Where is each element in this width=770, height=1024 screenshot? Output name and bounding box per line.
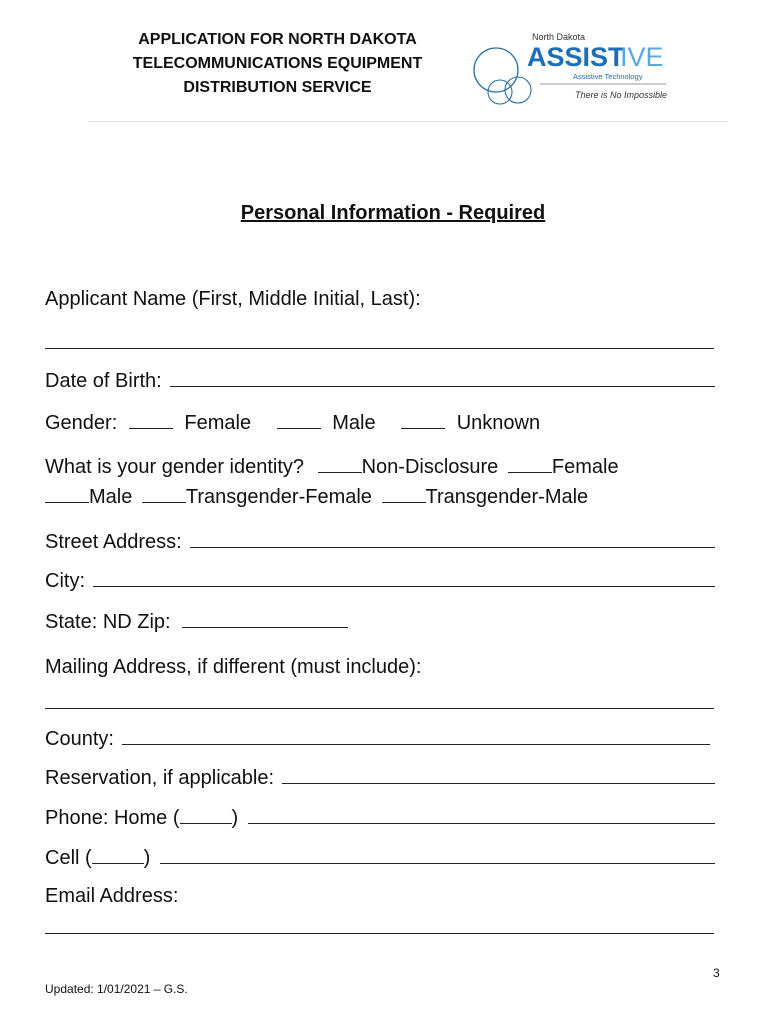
gender-row — [45, 410, 715, 435]
assistive-logo — [470, 28, 680, 108]
applicant-name-label: Applicant Name (First, Middle Initial, Last): — [45, 288, 421, 310]
gender-identity-female-blank[interactable] — [508, 454, 552, 473]
city-label: City: — [45, 570, 85, 592]
mailing-address-field[interactable] — [45, 708, 714, 709]
logo-brand-bold: ASSIST — [527, 42, 625, 72]
logo-top-text: North Dakota — [532, 32, 586, 42]
county-field[interactable] — [122, 726, 710, 745]
date-of-birth-row — [45, 368, 715, 393]
date-of-birth-field[interactable] — [170, 368, 715, 387]
header-divider — [88, 121, 728, 122]
form-title-line: DISTRIBUTION SERVICE — [183, 79, 372, 96]
zip-field[interactable] — [182, 609, 348, 628]
phone-home-label: Phone: Home ( — [45, 807, 180, 829]
city-field[interactable] — [93, 568, 715, 587]
page-number: 3 — [713, 966, 720, 980]
updated-note: Updated: 1/01/2021 – G.S. — [45, 982, 188, 996]
applicant-name-field[interactable] — [45, 348, 714, 349]
gender-unknown-blank[interactable] — [401, 410, 445, 429]
gender-option-unknown: Unknown — [456, 412, 541, 434]
state-zip-row — [45, 609, 715, 634]
county-label: County: — [45, 728, 114, 750]
logo-ring-small-right — [505, 77, 531, 103]
cell-close-paren: ) — [143, 847, 151, 869]
gender-male-blank[interactable] — [277, 410, 321, 429]
gender-option-male: Male — [332, 412, 376, 434]
phone-home-close-paren: ) — [231, 807, 239, 829]
date-of-birth-label: Date of Birth: — [45, 370, 162, 392]
gender-option-female: Female — [184, 412, 252, 434]
cell-area-code-field[interactable] — [92, 845, 144, 864]
reservation-field[interactable] — [282, 765, 715, 784]
form-title — [100, 28, 455, 100]
mailing-address-label: Mailing Address, if different (must include): — [45, 656, 422, 678]
cell-label: Cell ( — [45, 847, 92, 869]
logo-tagline: There is No Impossible — [575, 90, 668, 100]
gender-identity-transfemale-blank[interactable] — [142, 484, 186, 503]
phone-home-number-field[interactable] — [248, 805, 715, 824]
reservation-row — [45, 765, 715, 790]
gender-identity-nondisclosure-blank[interactable] — [318, 454, 362, 473]
gender-identity-option-nondisclosure: Non-Disclosure — [361, 456, 499, 478]
gender-identity-male-blank[interactable] — [45, 484, 89, 503]
gender-identity-transmale-blank[interactable] — [382, 484, 426, 503]
city-row — [45, 568, 715, 593]
gender-identity-question: What is your gender identity? — [45, 456, 305, 478]
email-field[interactable] — [45, 933, 714, 934]
gender-female-blank[interactable] — [129, 410, 173, 429]
logo-brand-light: IVE — [620, 42, 664, 72]
gender-identity-option-transgender-male: Transgender-Male — [425, 486, 589, 508]
form-title-line: TELECOMMUNICATIONS EQUIPMENT — [132, 55, 423, 72]
gender-identity-option-male: Male — [89, 486, 133, 508]
gender-identity-row-1 — [45, 454, 715, 479]
phone-home-area-code-field[interactable] — [180, 805, 232, 824]
gender-identity-option-female: Female — [551, 456, 619, 478]
cell-row — [45, 845, 715, 870]
gender-identity-option-transgender-female: Transgender-Female — [185, 486, 372, 508]
gender-identity-row-2 — [45, 484, 715, 509]
zip-label: Zip: — [137, 611, 171, 633]
logo-subtitle: Assistive Technology — [573, 72, 643, 81]
form-title-line: APPLICATION FOR NORTH DAKOTA — [138, 31, 417, 48]
cell-number-field[interactable] — [160, 845, 715, 864]
street-address-field[interactable] — [190, 529, 715, 548]
street-address-label: Street Address: — [45, 531, 182, 553]
gender-label: Gender: — [45, 412, 118, 434]
street-address-row — [45, 529, 715, 554]
email-label: Email Address: — [45, 885, 179, 907]
state-label: State: ND — [45, 611, 132, 633]
section-heading: Personal Information - Required — [240, 202, 546, 224]
county-row — [45, 726, 710, 751]
phone-home-row — [45, 805, 715, 830]
logo-ring-large — [474, 48, 518, 92]
reservation-label: Reservation, if applicable: — [45, 767, 275, 789]
